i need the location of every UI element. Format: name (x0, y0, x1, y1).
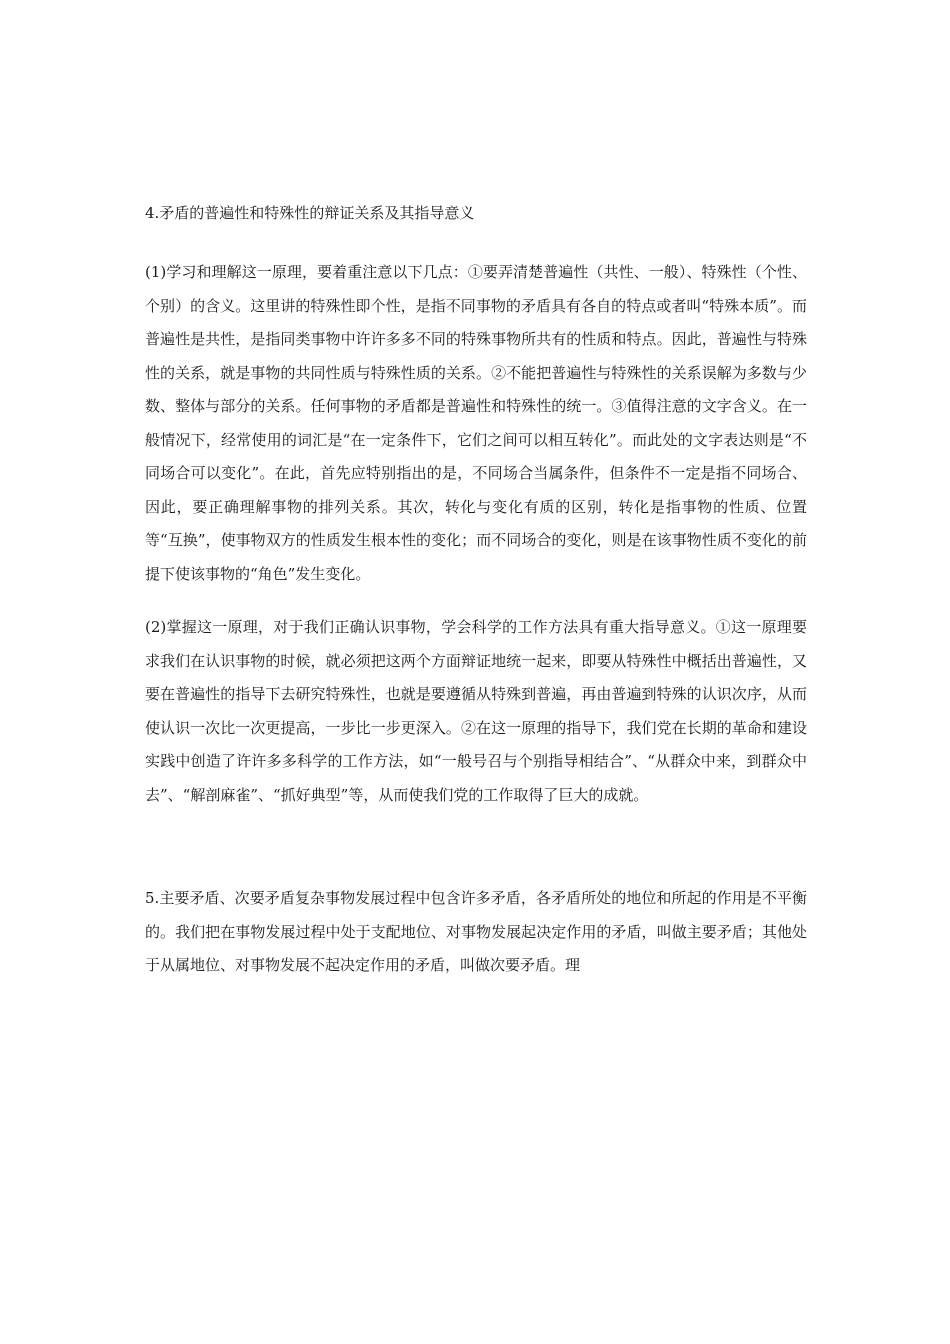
paragraph-1: (1)学习和理解这一原理，要着重注意以下几点：①要弄清楚普遍性（共性、一般）、特殊性（个性、个别）的含义。这里讲的特殊性即个性，是指不同事物的矛盾具有各自的特点或者叫“特殊本质”。而普遍性是共性，是指同类事物中许许多多不同的特殊事物所共有的性质和特点。因此，普遍性与特殊性的关系，就是事物的共同性质与特殊性质的关系。②不能把普遍性与特殊性的关系误解为多数与少数、整体与部分的关系。任何事物的矛盾都是普遍性和特殊性的统一。③值得注意的文字含义。在一般情况下，经常使用的词汇是“在一定条件下，它们之间可以相互转化”。而此处的文字表达则是“不同场合可以变化”。在此，首先应特别指出的是，不同场合当属条件，但条件不一定是指不同场合、因此，要正确理解事物的排列关系。其次，转化与变化有质的区别，转化是指事物的性质、位置等“互换”，使事物双方的性质发生根本性的变化；而不同场合的变化，则是在该事物性质不变化的前提下使该事物的“角色”发生变化。 (145, 263, 807, 583)
paragraph-3: 5.主要矛盾、次要矛盾复杂事物发展过程中包含许多矛盾，各矛盾所处的地位和所起的作用是不平衡的。我们把在事物发展过程中处于支配地位、对事物发展起决定作用的矛盾，叫做主要矛盾；其他处于从属地位、对事物发展不起决定作用的矛盾，叫做次要矛盾。理 (145, 889, 807, 974)
section-4-heading: 4.矛盾的普遍性和特殊性的辩证关系及其指导意义 (145, 204, 475, 222)
paragraph-2: (2)掌握这一原理，对于我们正确认识事物，学会科学的工作方法具有重大指导意义。①这一原理要求我们在认识事物的时候，就必须把这两个方面辩证地统一起来，即要从特殊性中概括出普遍性，又要在普遍性的指导下去研究特殊性，也就是要遵循从特殊到普遍，再由普遍到特殊的认识次序，从而使认识一次比一次更提高，一步比一步更深入。②在这一原理的指导下，我们党在长期的革命和建设实践中创造了许许多多科学的工作方法，如“一般号召与个别指导相结合”、“从群众中来，到群众中去”、“解剖麻雀”、“抓好典型”等，从而使我们党的工作取得了巨大的成就。 (145, 618, 807, 804)
document-page (145, 190, 807, 983)
